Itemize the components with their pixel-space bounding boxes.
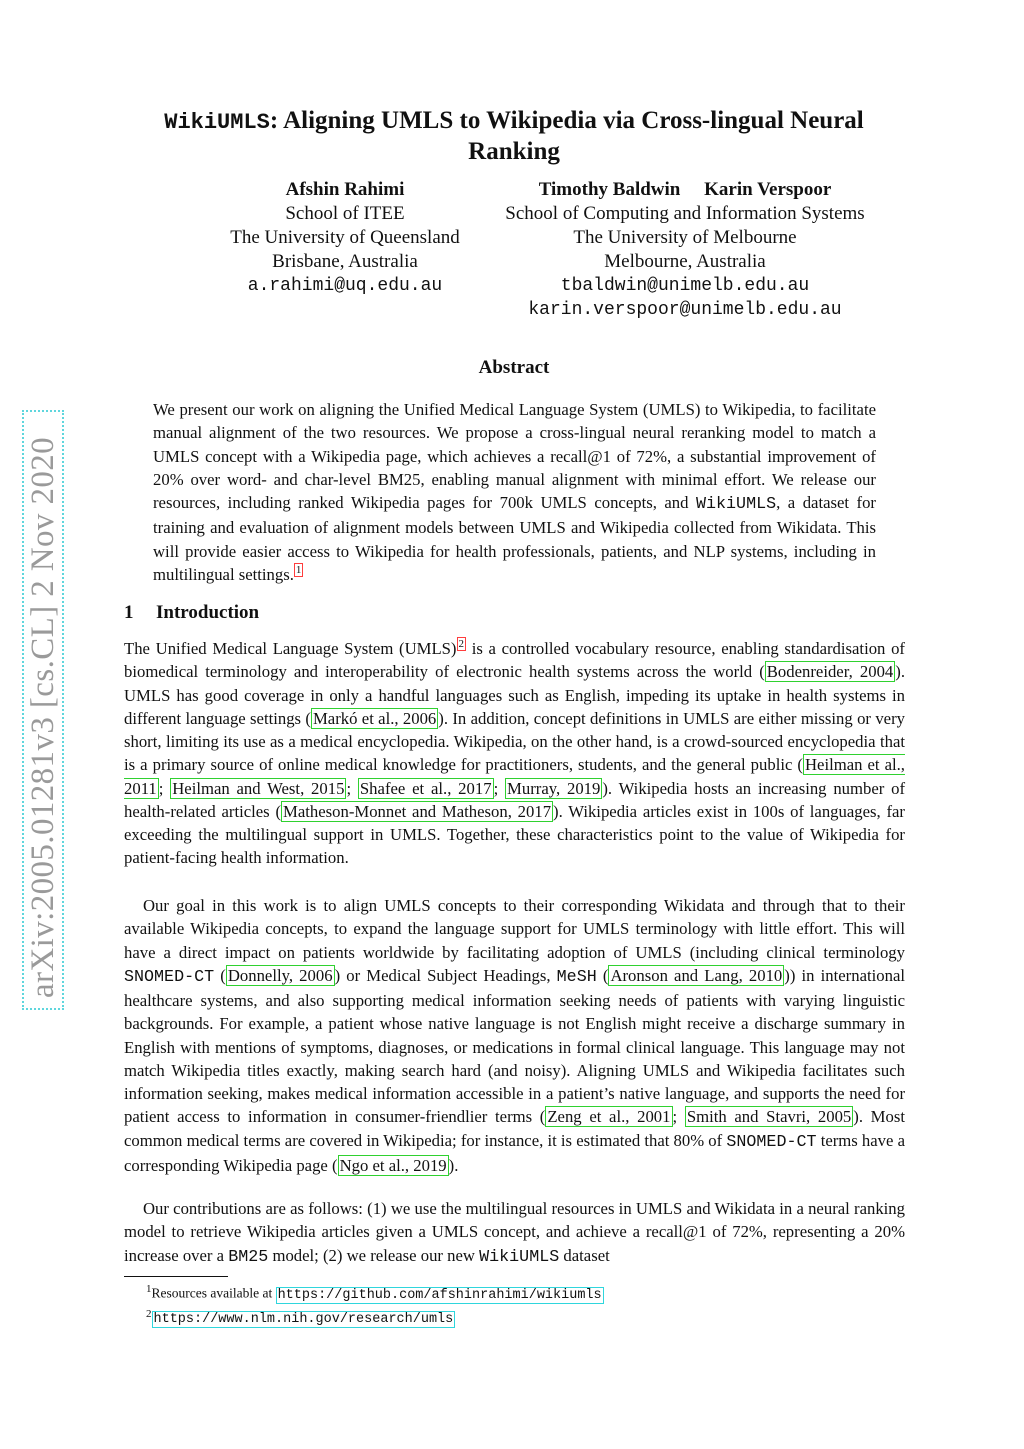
author-block-rahimi [200,178,490,298]
author-university: The University of Queensland [230,227,460,248]
paper-title [124,106,904,166]
footnotes [146,1280,604,1329]
footnote-1 [146,1280,604,1305]
inline-code: SNOMED-CT [726,1132,817,1152]
intro-paragraph-3 [124,1197,905,1269]
paragraph-text: is a controlled vocabulary resource, enabling standardisation of biomedical terminology and interoperability of electronic health systems across the world ( [124,639,905,682]
author-university: The University of Melbourne [573,227,797,248]
inline-code: SNOMED-CT [124,967,215,987]
paragraph-text: ). Wikipedia articles exist in 100s of languages, far exceeding the multilingual support in UMLS. Together, these characteristics point to the value of Wikipedia for patient-facing health information. [124,801,905,868]
paragraph-text: dataset [559,1245,610,1265]
paragraph-text: ). [448,1155,459,1175]
section-heading-introduction [124,602,259,624]
author-email-baldwin[interactable]: tbaldwin@unimelb.edu.au [560,276,810,296]
citation-link[interactable]: Shafee et al., 2017 [359,778,492,798]
citation-link[interactable]: Ngo et al., 2019 [339,1155,447,1175]
citation-link[interactable]: Bodenreider, 2004 [766,662,894,682]
author-names [470,178,900,202]
author-location: Melbourne, Australia [604,251,766,272]
footnote-number: 1 [146,1283,152,1295]
section-title: Introduction [156,602,260,623]
inline-code: BM25 [228,1247,269,1267]
title-text-line1: : Aligning UMLS to Wikipedia via Cross-lingual Neural [269,107,864,134]
arxiv-identifier-stamp: arXiv:2005.01281v3 [cs.CL] 2 Nov 2020 [22,410,64,1010]
citation-link[interactable]: Donnelly, 2006 [227,965,333,985]
author-email-verspoor[interactable]: karin.verspoor@unimelb.edu.au [528,300,842,320]
paragraph-text: Our contributions are as follows: (1) we use the multilingual resources in UMLS and Wikidata in a neural ranking model to retrieve Wikipedia articles given a UMLS concept, and achieve a recall@1 of 72%, representing a 20% increase over a [124,1199,905,1265]
paragraph-text: ). Wikipedia hosts an increasing number of health-related articles ( [124,778,906,821]
paragraph-text: terms have a corresponding Wikipedia page ( [124,1130,906,1175]
paragraph-text: model; (2) we release our new [268,1245,480,1265]
author-location: Brisbane, Australia [272,251,418,272]
citation-link[interactable]: Matheson-Monnet and Matheson, 2017 [283,801,552,821]
footnote-ref-2[interactable]: 2 [458,638,464,650]
abstract-heading: Abstract [478,357,550,378]
citation-link[interactable]: Murray, 2019 [507,778,601,798]
abstract-text: We present our work on aligning the Unified Medical Language System (UMLS) to Wikipedia, to facilitate manual alignment of the two resources. We propose a cross-lingual neural reranking model to match a UMLS concept with a Wikipedia page, which achieves a recall@1 of 72%, a substantial improvement of 20% over word- and char-level BM25, enabling manual alignment with minimal effort. We release our resources, including ranked Wikipedia pages for 700k UMLS concepts, and [153,400,876,513]
citation-separator: ; [672,1107,678,1127]
paragraph-text: ) or Medical Subject Headings, [334,965,557,985]
author-name-baldwin: Timothy Baldwin [538,179,681,200]
footnote-ref-1[interactable]: 1 [295,564,302,577]
author-block-baldwin-verspoor [470,178,900,322]
footnote-divider [124,1276,228,1277]
title-dataset-name: WikiUMLS [164,110,270,135]
citation-separator: ; [493,778,499,798]
inline-code: MeSH [556,967,597,987]
footnote-number: 2 [146,1307,152,1320]
author-department: School of Computing and Information Systems [505,203,865,224]
author-email[interactable]: a.rahimi@uq.edu.au [247,276,443,296]
footnote-url-link[interactable]: https://github.com/afshinrahimi/wikiumls [277,1287,602,1303]
title-text-line2: Ranking [468,138,560,165]
footnote-text: Resources available at [151,1285,276,1301]
intro-paragraph-2 [124,894,905,1177]
paragraph-text: ( [214,965,226,985]
abstract-text: , a dataset for training and evaluation of alignment models between UMLS and Wikipedia collected from Wikidata. This will provide easier access to Wikipedia for health professionals, patients, and NLP systems, including in multilingual settings. [153,493,876,585]
paragraph-text: ). In addition, concept definitions in UMLS are either missing or very short, limiting its use as a medical encyclopedia. Wikipedia, on the other hand, is a crowd-sourced encyclopedia that is a primary source of online medical knowledge for practitioners, students, and the general public ( [124,708,905,775]
paragraph-text: ). UMLS has good coverage in only a handful languages such as English, impeding its uptake in health systems in different language settings ( [124,662,905,728]
section-number: 1 [124,602,134,623]
citation-link[interactable]: Heilman and West, 2015 [172,778,345,798]
author-name: Afshin Rahimi [285,179,405,200]
citation-link[interactable]: Heilman et al., 2011 [124,755,905,798]
paragraph-text: ). Most common medical terms are covered in Wikipedia; for instance, it is estimated that 80% of [124,1107,905,1150]
abstract-code-wikiumls: WikiUMLS [696,495,777,515]
author-department: School of ITEE [285,203,405,224]
paragraph-text: Our goal in this work is to align UMLS concepts to their corresponding Wikidata and through that to their available Wikipedia concepts, to expand the language support for UMLS terminology with little effort. This will have a direct impact on patients worldwide by facilitating adoption of UMLS (including clinical terminology [124,896,905,962]
inline-code: WikiUMLS [479,1247,560,1267]
footnote-2 [146,1305,604,1330]
intro-paragraph-1 [124,637,905,870]
citation-separator: ; [158,778,164,798]
paragraph-text: )) in international healthcare systems, and also supporting medical information seeking needs of patients with varying linguistic backgrounds. For example, a patient whose native language is not English might receive a discharge summary in English with mentions of symptoms, diagnoses, or medications in formal clinical language. This language may not match Wikipedia titles exactly, making search hard (and noisy). Aligning UMLS and Wikipedia facilitates such information seeking, makes medical information accessible in a patient’s native language, and supports the need for patient access to information in consumer-friendlier terms ( [124,965,905,1127]
citation-link[interactable]: Zeng et al., 2001 [547,1107,671,1127]
citation-link[interactable]: Markó et al., 2006 [312,708,437,728]
citation-link[interactable]: Smith and Stavri, 2005 [686,1107,852,1127]
author-name-verspoor: Karin Verspoor [704,179,832,200]
footnote-url-link[interactable]: https://www.nlm.nih.gov/research/umls [153,1312,454,1327]
paragraph-text: The Unified Medical Language System (UMLS) [124,639,457,658]
abstract-body [153,398,876,586]
citation-link[interactable]: Aronson and Lang, 2010 [610,965,783,985]
paragraph-text: ( [596,965,609,985]
citation-separator: ; [346,778,352,798]
